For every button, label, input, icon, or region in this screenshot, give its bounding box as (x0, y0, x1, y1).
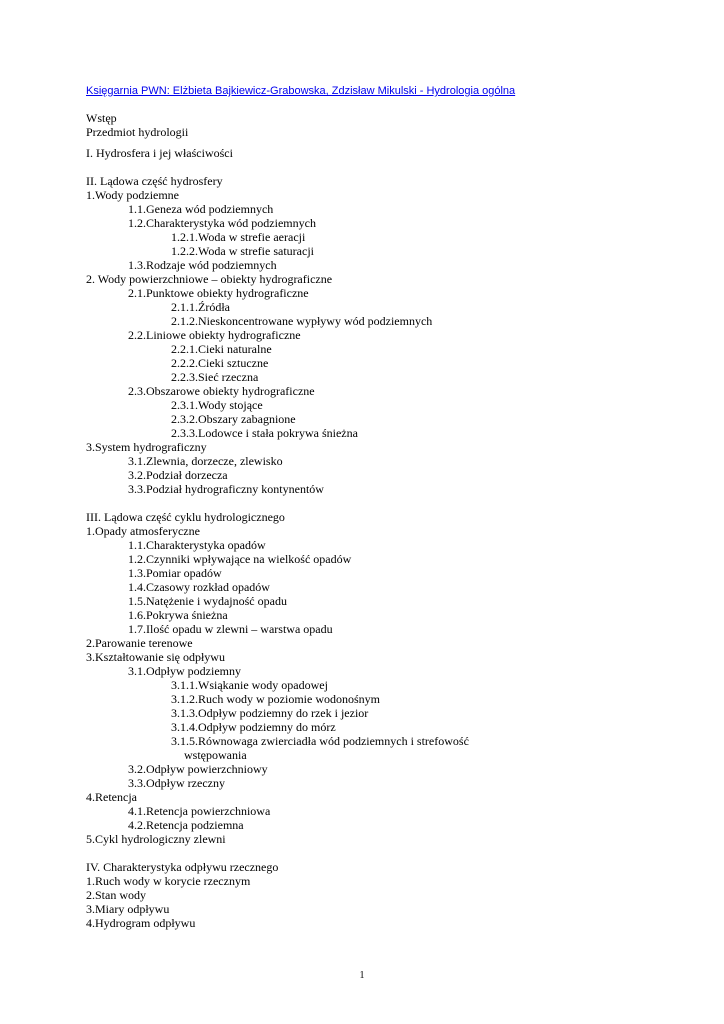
bookstore-header-link[interactable]: Księgarnia PWN: Elżbieta Bajkiewicz-Grabowska, Zdzisław Mikulski - Hydrologia ogólna (86, 85, 516, 97)
toc-entry: 1.3.Rodzaje wód podziemnych (128, 258, 277, 272)
toc-entry: 4.2.Retencja podziemna (128, 818, 244, 832)
toc-entry: Przedmiot hydrologii (86, 125, 189, 139)
toc-entry: 1.6.Pokrywa śnieżna (128, 608, 228, 622)
toc-entry: 2. Wody powierzchniowe – obiekty hydrograficzne (86, 272, 333, 286)
toc-entry: 2.3.Obszarowe obiekty hydrograficzne (128, 384, 315, 398)
toc-entry: 2.2.2.Cieki sztuczne (171, 356, 269, 370)
toc-entry: 3.1.Odpływ podziemny (128, 664, 241, 678)
toc-entry: 3.Kształtowanie się odpływu (86, 650, 225, 664)
toc-entry: 1.Opady atmosferyczne (86, 524, 200, 538)
toc-entry: 2.2.Liniowe obiekty hydrograficzne (128, 328, 301, 342)
toc-entry: 3.System hydrograficzny (86, 440, 207, 454)
toc-entry: 1.Ruch wody w korycie rzecznym (86, 874, 251, 888)
toc-entry: 1.Wody podziemne (86, 188, 180, 202)
toc-entry: 1.2.1.Woda w strefie aeracji (171, 230, 306, 244)
toc-entry: 2.2.1.Cieki naturalne (171, 342, 272, 356)
toc-entry: 2.Parowanie terenowe (86, 636, 193, 650)
toc-entry: 3.1.4.Odpływ podziemny do mórz (171, 720, 336, 734)
toc-entry: 3.1.Zlewnia, dorzecze, zlewisko (128, 454, 283, 468)
toc-entry: 4.1.Retencja powierzchniowa (128, 804, 271, 818)
toc-entry: 3.3.Podział hydrograficzny kontynentów (128, 482, 324, 496)
toc-entry: 3.1.5.Równowaga zwierciadła wód podziemnych i strefowość (171, 734, 469, 748)
toc-entry: 1.1.Charakterystyka opadów (128, 538, 266, 552)
toc-entry: 3.2.Podział dorzecza (128, 468, 228, 482)
toc-entry: 3.1.1.Wsiąkanie wody opadowej (171, 678, 328, 692)
toc-entry: 3.1.3.Odpływ podziemny do rzek i jezior (171, 706, 369, 720)
toc-entry: 4.Retencja (86, 790, 137, 804)
table-of-contents (86, 111, 706, 930)
toc-entry: 1.4.Czasowy rozkład opadów (128, 580, 270, 594)
toc-entry: 4.Hydrogram odpływu (86, 916, 196, 930)
toc-entry: 3.3.Odpływ rzeczny (128, 776, 225, 790)
toc-entry: 2.1.Punktowe obiekty hydrograficzne (128, 286, 309, 300)
toc-entry: I. Hydrosfera i jej właściwości (86, 146, 233, 160)
toc-entry: 2.1.1.Źródła (171, 300, 230, 314)
toc-entry: 2.3.1.Wody stojące (171, 398, 263, 412)
toc-entry: IV. Charakterystyka odpływu rzecznego (86, 860, 279, 874)
toc-entry: 2.1.2.Nieskoncentrowane wypływy wód podziemnych (171, 314, 433, 328)
toc-entry: 3.Miary odpływu (86, 902, 170, 916)
toc-entry: 3.2.Odpływ powierzchniowy (128, 762, 268, 776)
toc-entry: 1.2.2.Woda w strefie saturacji (171, 244, 314, 258)
toc-entry: 2.2.3.Sieć rzeczna (171, 370, 259, 384)
toc-entry: wstępowania (184, 748, 247, 762)
toc-entry: 1.2.Czynniki wpływające na wielkość opadów (128, 552, 352, 566)
toc-entry: 5.Cykl hydrologiczny zlewni (86, 832, 226, 846)
toc-entry: 1.7.Ilość opadu w zlewni – warstwa opadu (128, 622, 333, 636)
toc-entry: 1.1.Geneza wód podziemnych (128, 202, 274, 216)
toc-entry: II. Lądowa część hydrosfery (86, 174, 223, 188)
toc-entry: 1.3.Pomiar opadów (128, 566, 222, 580)
toc-entry: Wstęp (86, 111, 117, 125)
toc-entry: 1.5.Natężenie i wydajność opadu (128, 594, 287, 608)
toc-entry: 3.1.2.Ruch wody w poziomie wodonośnym (171, 692, 380, 706)
toc-entry: 2.3.2.Obszary zabagnione (171, 412, 296, 426)
page-number: 1 (359, 970, 365, 981)
toc-entry: 1.2.Charakterystyka wód podziemnych (128, 216, 316, 230)
toc-entry: 2.3.3.Lodowce i stała pokrywa śnieżna (171, 426, 358, 440)
toc-entry: 2.Stan wody (86, 888, 146, 902)
toc-entry: III. Lądowa część cyklu hydrologicznego (86, 510, 285, 524)
